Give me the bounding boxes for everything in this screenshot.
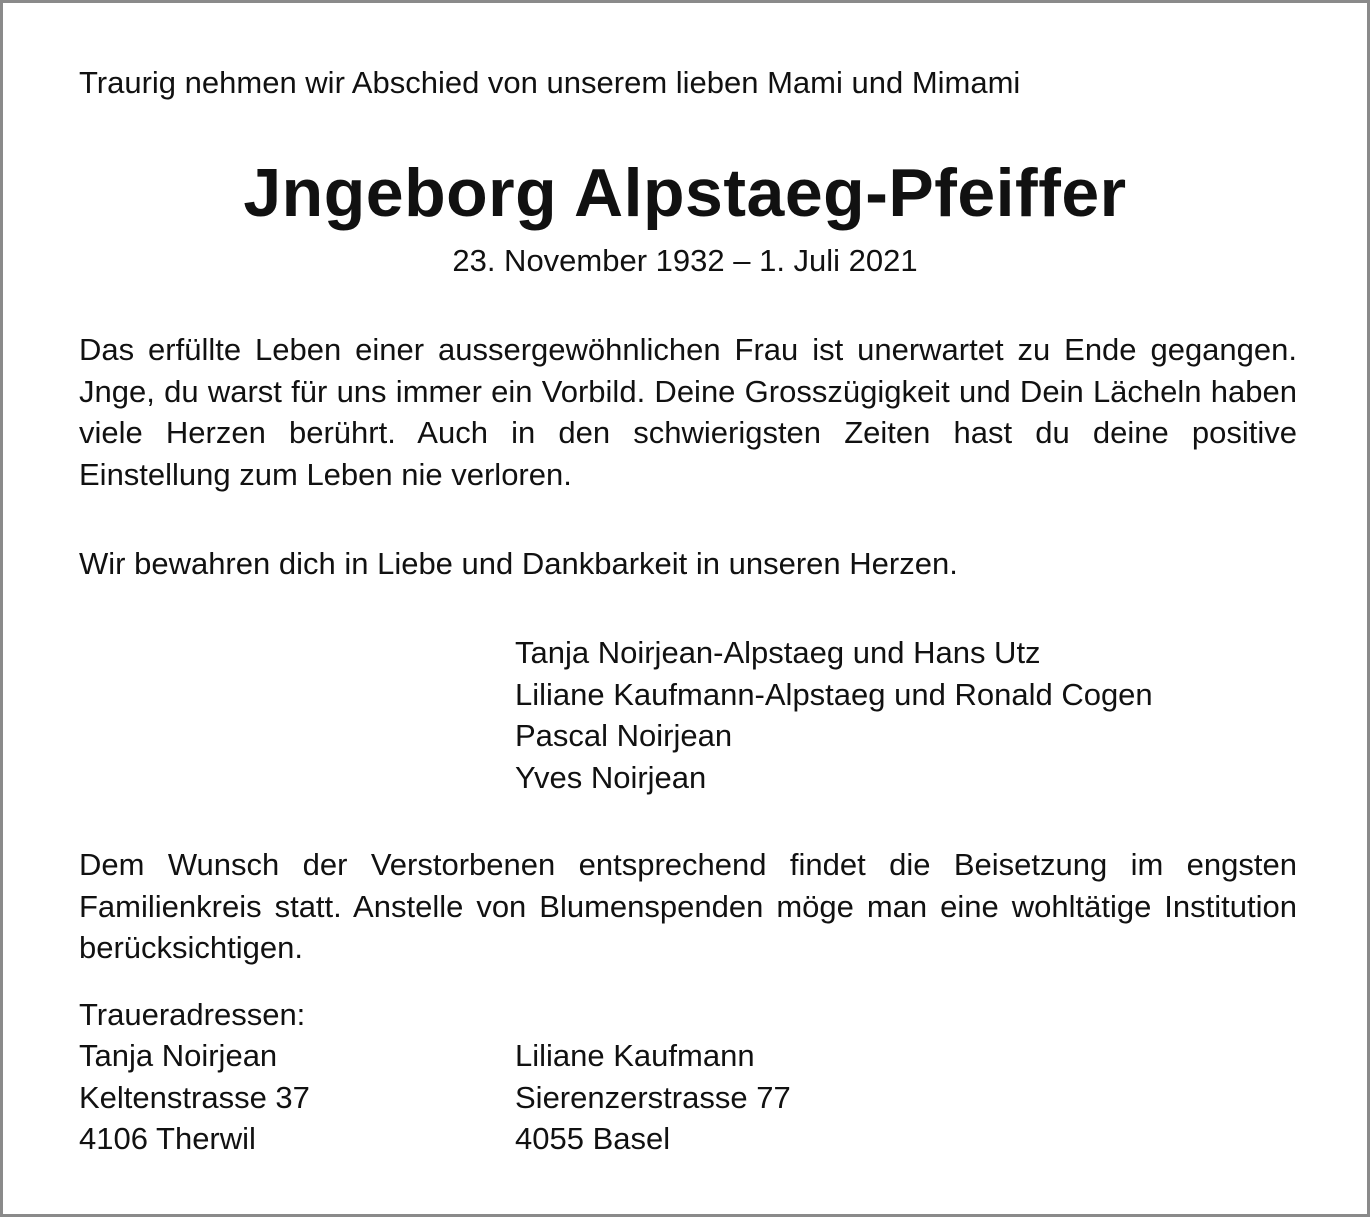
funeral-notice-paragraph: Dem Wunsch der Verstorbenen entsprechend findet die Beisetzung im engsten Familienkreis statt. Anstelle von Blumenspenden möge man eine wohltätige Institution berücksichtigen. xyxy=(79,847,1297,965)
signatory: Yves Noirjean xyxy=(515,759,707,795)
address-city: 4106 Therwil xyxy=(79,1121,256,1156)
closing-sentence: Wir bewahren dich in Liebe und Dankbarkeit in unseren Herzen. xyxy=(79,546,958,581)
signatory: Tanja Noirjean-Alpstaeg und Hans Utz xyxy=(515,635,1041,670)
addresses-heading: Traueradressen: xyxy=(79,997,306,1032)
address-name: Liliane Kaufmann xyxy=(515,1038,755,1073)
address-city: 4055 Basel xyxy=(515,1121,671,1156)
address-block-right xyxy=(515,1035,791,1160)
tribute-paragraph: Das erfüllte Leben einer aussergewöhnlichen Frau ist unerwartet zu Ende gegangen. Jnge, du warst für uns immer ein Vorbild. Deine Grosszügigkeit und Dein Lächeln haben viele Herzen berührt. Auch in den schwierigsten Zeiten hast du deine positive Einstellung zum Leben nie verloren. xyxy=(79,332,1297,492)
signatory: Liliane Kaufmann-Alpstaeg und Ronald Cogen xyxy=(515,676,1153,712)
intro-line: Traurig nehmen wir Abschied von unserem lieben Mami und Mimami xyxy=(79,65,1021,100)
life-dates: 23. November 1932 – 1. Juli 2021 xyxy=(452,243,918,278)
address-name: Tanja Noirjean xyxy=(79,1038,278,1073)
address-street: Keltenstrasse 37 xyxy=(79,1079,310,1115)
deceased-name: Jngeborg Alpstaeg-Pfeiffer xyxy=(243,155,1127,231)
signatory: Pascal Noirjean xyxy=(515,718,733,753)
signatories-list xyxy=(515,632,1153,798)
address-street: Sierenzerstrasse 77 xyxy=(515,1079,791,1115)
address-block-left xyxy=(79,1035,310,1160)
